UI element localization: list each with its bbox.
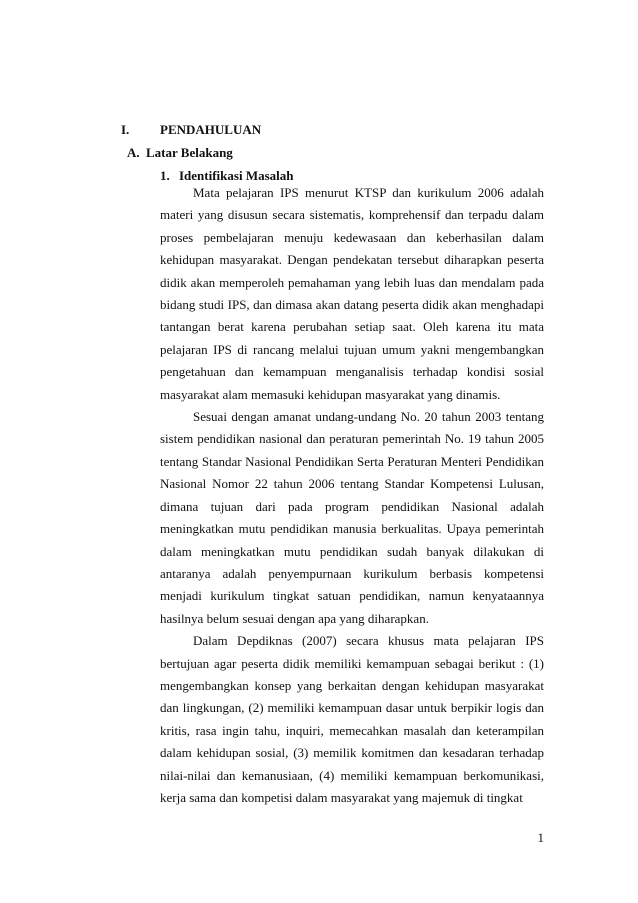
chapter-heading bbox=[121, 122, 261, 138]
section-number: A. bbox=[127, 145, 140, 160]
subsection-title: Identifikasi Masalah bbox=[179, 168, 294, 183]
paragraph: Dalam Depdiknas (2007) secara khusus mata pelajaran IPS bertujuan agar peserta didik memiliki kemampuan sebagai berikut : (1) mengembangkan konsep yang berkaitan dengan kehidupan masyarakat dan lingkungan, (2) memiliki kemampuan dasar untuk berpikir logis dan kritis, rasa ingin tahu, inquiri, memecahkan masalah dan keterampilan dalam kehidupan sosial, (3) memilik komitmen dan kesadaran terhadap nilai-nilai dan kemanusiaan, (4) memiliki kemampuan berkomunikasi, kerja sama dan kompetisi dalam masyarakat yang majemuk di tingkat bbox=[160, 633, 544, 805]
chapter-number: I. bbox=[121, 122, 130, 137]
section-title: Latar Belakang bbox=[146, 145, 233, 160]
chapter-title: PENDAHULUAN bbox=[160, 122, 262, 137]
paragraph: Sesuai dengan amanat undang-undang No. 20 tahun 2003 tentang sistem pendidikan nasional dan peraturan pemerintah No. 19 tahun 2005 tentang Standar Nasional Pendidikan Serta Peraturan Menteri Pendidikan Nasional Nomor 22 tahun 2006 tentang Standar Kompetensi Lulusan, dimana tujuan dari pada program pendidikan Nasional adalah meningkatkan mutu pendidikan manusia berkualitas. Upaya pemerintah dalam meningkatkan mutu pendidikan sudah banyak dilakukan di antaranya adalah penyempurnaan kurikulum berbasis kompetensi menjadi kurikulum tingkat satuan pendidikan, namun kenyataannya hasilnya belum sesuai dengan apa yang diharapkan. bbox=[160, 409, 544, 626]
section-heading bbox=[127, 145, 233, 161]
body-text bbox=[160, 182, 544, 809]
paragraph: Mata pelajaran IPS menurut KTSP dan kurikulum 2006 adalah materi yang disusun secara sistematis, komprehensif dan terpadu dalam proses pembelajaran menuju kedewasaan dan keberhasilan dalam kehidupan masyarakat. Dengan pendekatan tersebut diharapkan peserta didik akan memperoleh pemahaman yang lebih luas dan mendalam pada bidang studi IPS, dan dimasa akan datang peserta didik akan menghadapi tantangan berat karena perubahan setiap saat. Oleh karena itu mata pelajaran IPS di rancang melalui tujuan umum yakni mengembangkan pengetahuan dan kemampuan menganalisis terhadap kondisi sosial masyarakat alam memasuki kehidupan masyarakat yang dinamis. bbox=[160, 185, 544, 402]
subsection-number: 1. bbox=[160, 168, 170, 183]
page-number: 1 bbox=[537, 830, 544, 845]
